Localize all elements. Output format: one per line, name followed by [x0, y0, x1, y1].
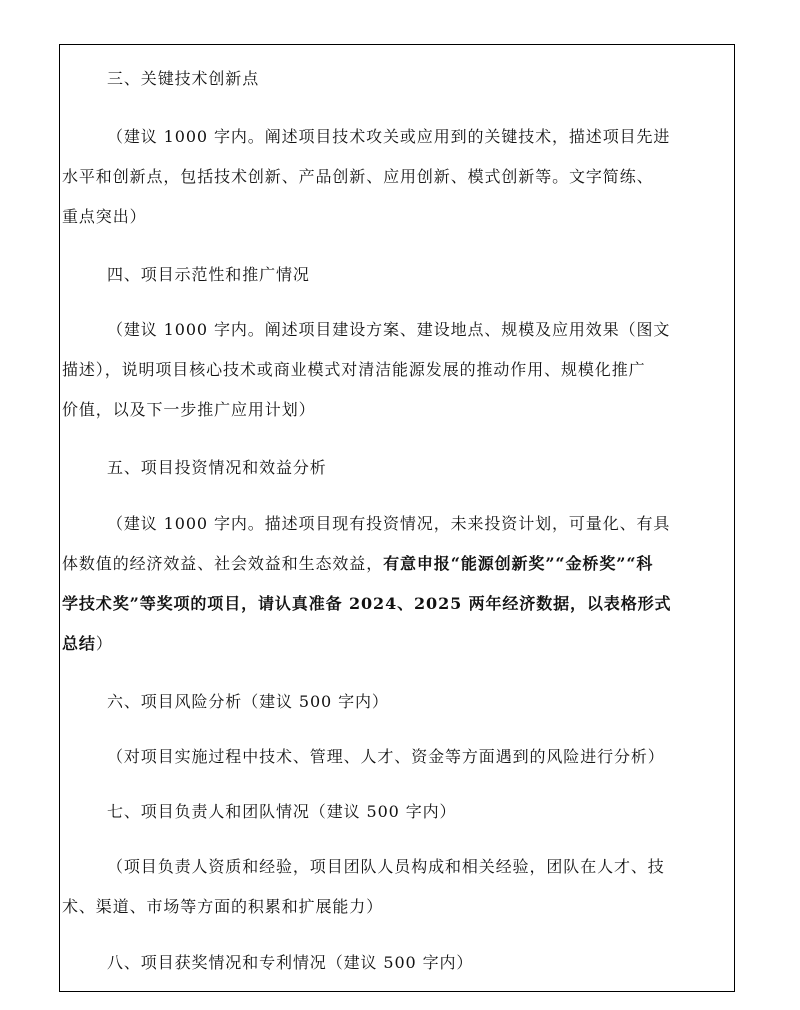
section-heading-8: 八、项目获奖情况和专利情况（建议 500 字内）	[107, 953, 474, 972]
section-heading-3: 三、关键技术创新点	[107, 69, 260, 88]
section-3-desc-line-1: （建议 1000 字内。阐述项目技术攻关或应用到的关键技术，描述项目先进	[107, 127, 671, 146]
section-5-desc-line-4-bold: 总结	[62, 634, 96, 653]
section-4-desc-line-2: 描述），说明项目核心技术或商业模式对清洁能源发展的推动作用、规模化推广	[62, 360, 646, 379]
section-5-desc-line-2-normal: 体数值的经济效益、社会效益和生态效益，	[62, 554, 384, 573]
section-3-desc-line-3: 重点突出）	[62, 207, 147, 226]
section-heading-6: 六、项目风险分析（建议 500 字内）	[107, 692, 389, 711]
section-5-desc-line-2-bold: 有意申报“能源创新奖”“金桥奖”“科	[383, 554, 654, 573]
section-heading-7: 七、项目负责人和团队情况（建议 500 字内）	[107, 802, 457, 821]
section-heading-4: 四、项目示范性和推广情况	[107, 265, 310, 284]
section-5-desc-line-3: 学技术奖”等奖项的项目，请认真准备 2024、2025 两年经济数据，以表格形式	[62, 594, 672, 613]
section-3-desc-line-2: 水平和创新点，包括技术创新、产品创新、应用创新、模式创新等。文字简练、	[62, 167, 654, 186]
section-7-desc-line-2: 术、渠道、市场等方面的积累和扩展能力）	[62, 897, 384, 916]
section-5-desc-line-4-normal: ）	[95, 634, 113, 653]
section-5-desc-line-4	[62, 632, 734, 656]
section-heading-5: 五、项目投资情况和效益分析	[107, 458, 327, 477]
section-7-desc-line-1: （项目负责人资质和经验，项目团队人员构成和相关经验，团队在人才、技	[107, 857, 665, 876]
document-frame	[59, 44, 735, 992]
section-5-desc-line-1: （建议 1000 字内。描述项目现有投资情况，未来投资计划，可量化、有具	[107, 514, 671, 533]
section-5-desc-line-2	[62, 552, 734, 576]
section-6-desc-line-1: （对项目实施过程中技术、管理、人才、资金等方面遇到的风险进行分析）	[107, 747, 665, 766]
section-4-desc-line-3: 价值，以及下一步推广应用计划）	[62, 400, 316, 419]
section-4-desc-line-1: （建议 1000 字内。阐述项目建设方案、建设地点、规模及应用效果（图文	[107, 320, 671, 339]
